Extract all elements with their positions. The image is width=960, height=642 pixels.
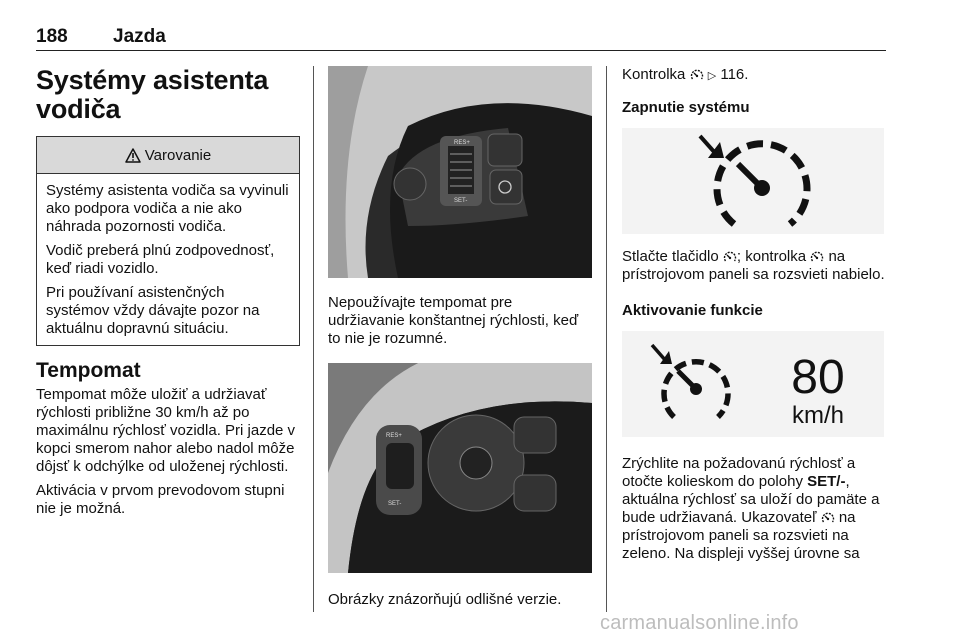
cruise-control-icon xyxy=(723,251,737,262)
text-run: , aktuálna rýchlosť sa uloží do pamäte a bude udržiavaná. Ukazovateľ xyxy=(622,473,880,526)
section-heading-driver-assist xyxy=(36,66,300,124)
cruise-speed-panel xyxy=(622,331,884,437)
warning-text: Systémy asistenta vodiča sa vyvinuli ako podpora vodiča a nie ako náhrada pozornosti vodiča. xyxy=(46,182,289,235)
section-title-cruise-control: Tempomat xyxy=(36,359,141,382)
text-run: na prístrojovom paneli sa rozsvieti nabielo. xyxy=(622,248,885,283)
heading-line: Systémy asistenta xyxy=(36,65,269,95)
set-minus-label: SET/- xyxy=(807,473,846,490)
subheading-activate: Aktivovanie funkcie xyxy=(622,302,763,319)
res-label: RES+ xyxy=(454,140,470,146)
body-paragraph xyxy=(622,248,886,284)
column-right xyxy=(622,66,886,563)
steering-wheel-image xyxy=(328,363,592,573)
text-run: Stlačte tlačidlo xyxy=(622,248,719,265)
warning-label: Varovanie xyxy=(144,146,212,164)
body-paragraph xyxy=(622,455,886,563)
page-number: 188 xyxy=(36,26,68,47)
column-divider xyxy=(313,66,314,612)
subheading-system-on: Zapnutie systému xyxy=(622,99,750,116)
watermark: carmanualsonline.info xyxy=(600,612,799,634)
set-label: SET- xyxy=(388,501,402,507)
set-label: SET- xyxy=(454,198,468,204)
body-paragraph: Tempomat môže uložiť a udržiavať rýchlosti približne 30 km/h až po maximálnu rýchlosť vozidla. Pri jazde v kopci smerom nahor alebo nadol môže dôjsť k odchýlke od uloženej rýchlosti. xyxy=(36,386,296,475)
column-divider xyxy=(606,66,607,612)
warning-triangle-icon xyxy=(125,148,141,163)
warning-box xyxy=(36,136,300,346)
page-ref-arrow-icon: ▷ xyxy=(707,70,717,82)
set-speed-unit: km/h xyxy=(791,402,845,429)
text-run: Zrýchlite na požadovanú rýchlosť a otočte kolieskom do polohy xyxy=(622,455,856,490)
body-paragraph: Nepoužívajte tempomat pre udržiavanie konštantnej rýchlosti, keď to nie je rozumné. xyxy=(328,294,579,347)
text-run: ; kontrolka xyxy=(736,248,807,265)
cruise-control-icon xyxy=(622,128,884,234)
warning-header xyxy=(37,137,299,174)
heading-line: vodiča xyxy=(36,94,121,124)
chapter-title: Jazda xyxy=(113,26,166,47)
column-left xyxy=(36,66,300,518)
cruise-control-icon xyxy=(810,251,824,262)
steering-wheel-image xyxy=(328,66,592,278)
cruise-control-icon xyxy=(622,331,884,437)
kontrolka-label: Kontrolka xyxy=(622,66,686,83)
res-label: RES+ xyxy=(386,433,402,439)
cruise-control-symbol-panel xyxy=(622,128,884,234)
cruise-control-icon xyxy=(690,69,704,80)
warning-text: Vodič preberá plnú zodpovednosť, keď riadi vozidlo. xyxy=(46,242,275,277)
steering-wheel-photo-2 xyxy=(328,363,592,573)
warning-body xyxy=(37,174,299,345)
page-header xyxy=(36,22,886,51)
steering-wheel-photo-1 xyxy=(328,66,592,278)
column-middle xyxy=(328,66,592,609)
set-speed-value: 80 xyxy=(791,351,845,404)
cruise-control-icon xyxy=(821,512,835,523)
image-caption: Obrázky znázorňujú odlišné verzie. xyxy=(328,591,562,608)
text-run: na prístrojovom paneli sa rozsvieti na zeleno. Na displeji vyššej úrovne sa xyxy=(622,509,860,562)
page-ref-number: 116. xyxy=(720,66,749,83)
body-paragraph: Aktivácia v prvom prevodovom stupni nie je možná. xyxy=(36,482,285,517)
warning-text: Pri používaní asistenčných systémov vždy dávajte pozor na aktuálnu dopravnú situáciu. xyxy=(46,284,260,337)
indicator-reference xyxy=(622,66,886,85)
